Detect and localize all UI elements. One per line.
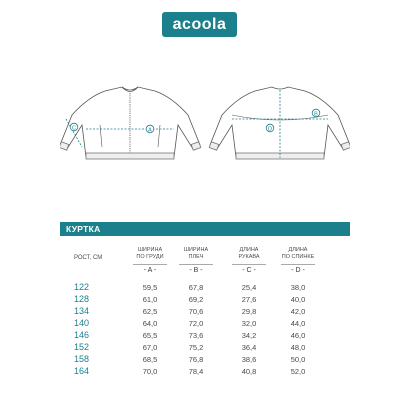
measurement-value: 67,8	[188, 283, 204, 292]
column-header	[174, 247, 218, 260]
column-header-underline	[232, 264, 266, 265]
table-row	[0, 342, 400, 353]
column-header-line2: ПЛЕЧ	[188, 253, 204, 260]
brand-logo-text: acoola	[172, 15, 227, 33]
column-header-line2: ПО СПИНКЕ	[281, 253, 315, 260]
table-row	[0, 294, 400, 305]
height-value: 122	[74, 282, 90, 292]
column-header	[276, 247, 320, 260]
measurement-value: 73,6	[188, 331, 204, 340]
measurement-value: 48,0	[290, 343, 306, 352]
measurement-value: 36,4	[241, 343, 257, 352]
height-value: 140	[74, 318, 90, 328]
svg-text:D: D	[268, 126, 272, 133]
measurement-value: 44,0	[290, 319, 306, 328]
column-header	[128, 247, 172, 260]
marker-d	[266, 124, 274, 132]
measurement-value: 27,6	[241, 295, 257, 304]
measurement-value: 25,4	[241, 283, 257, 292]
height-column-header: РОСТ, СМ	[74, 255, 103, 261]
height-value: 146	[74, 330, 90, 340]
svg-text:B: B	[314, 111, 318, 118]
back-measure-lines	[232, 90, 328, 158]
jacket-technical-drawings	[60, 85, 350, 170]
measurement-value: 64,0	[142, 319, 158, 328]
table-title-bar	[60, 222, 350, 236]
measurement-value: 52,0	[290, 367, 306, 376]
table-row	[0, 354, 400, 365]
height-value: 134	[74, 306, 90, 316]
brand-logo	[162, 12, 237, 37]
height-value: 158	[74, 354, 90, 364]
measurement-value: 72,0	[188, 319, 204, 328]
measurement-value: 68,5	[142, 355, 158, 364]
measurement-value: 61,0	[142, 295, 158, 304]
measurement-value: 67,0	[142, 343, 158, 352]
measurement-value: 38,0	[290, 283, 306, 292]
height-value: 164	[74, 366, 90, 376]
measurement-value: 34,2	[241, 331, 257, 340]
front-measure-lines	[66, 119, 174, 147]
measurement-value: 62,5	[142, 307, 158, 316]
table-row	[0, 366, 400, 377]
measurement-value: 40,0	[290, 295, 306, 304]
marker-a	[146, 125, 154, 133]
column-header-line2: РУКАВА	[238, 253, 260, 260]
column-letter: - C -	[242, 267, 256, 274]
table-row	[0, 306, 400, 317]
measurement-value: 38,6	[241, 355, 257, 364]
column-header-underline	[179, 264, 213, 265]
table-row	[0, 318, 400, 329]
measurement-value: 42,0	[290, 307, 306, 316]
measurement-value: 70,6	[188, 307, 204, 316]
column-header-underline	[281, 264, 315, 265]
column-header-line1: ШИРИНА	[137, 247, 163, 253]
measurement-value: 29,8	[241, 307, 257, 316]
marker-c	[70, 123, 78, 131]
jacket-front-view	[60, 87, 201, 159]
svg-text:A: A	[148, 127, 152, 134]
measurement-value: 59,5	[142, 283, 158, 292]
table-row	[0, 330, 400, 341]
measurement-value: 78,4	[188, 367, 204, 376]
measurement-value: 50,0	[290, 355, 306, 364]
measurement-value: 40,8	[241, 367, 257, 376]
column-header-line1: ДЛИНА	[288, 247, 308, 253]
column-letter: - B -	[189, 267, 203, 274]
column-letter: - A -	[143, 267, 157, 274]
measurement-value: 65,5	[142, 331, 158, 340]
measurement-value: 75,2	[188, 343, 204, 352]
measurement-value: 70,0	[142, 367, 158, 376]
table-title: КУРТКА	[66, 224, 101, 234]
height-value: 152	[74, 342, 90, 352]
measurement-value: 69,2	[188, 295, 204, 304]
column-header-line2: ПО ГРУДИ	[136, 253, 164, 260]
column-header-underline	[133, 264, 167, 265]
height-value: 128	[74, 294, 90, 304]
column-header-line1: ШИРИНА	[183, 247, 209, 253]
column-header	[227, 247, 271, 260]
column-letter: - D -	[291, 267, 305, 274]
svg-text:C: C	[72, 125, 76, 132]
measurement-value: 32,0	[241, 319, 257, 328]
marker-b	[312, 109, 320, 117]
measurement-value: 76,8	[188, 355, 204, 364]
table-row	[0, 282, 400, 293]
column-header-line1: ДЛИНА	[239, 247, 259, 253]
measurement-value: 46,0	[290, 331, 306, 340]
